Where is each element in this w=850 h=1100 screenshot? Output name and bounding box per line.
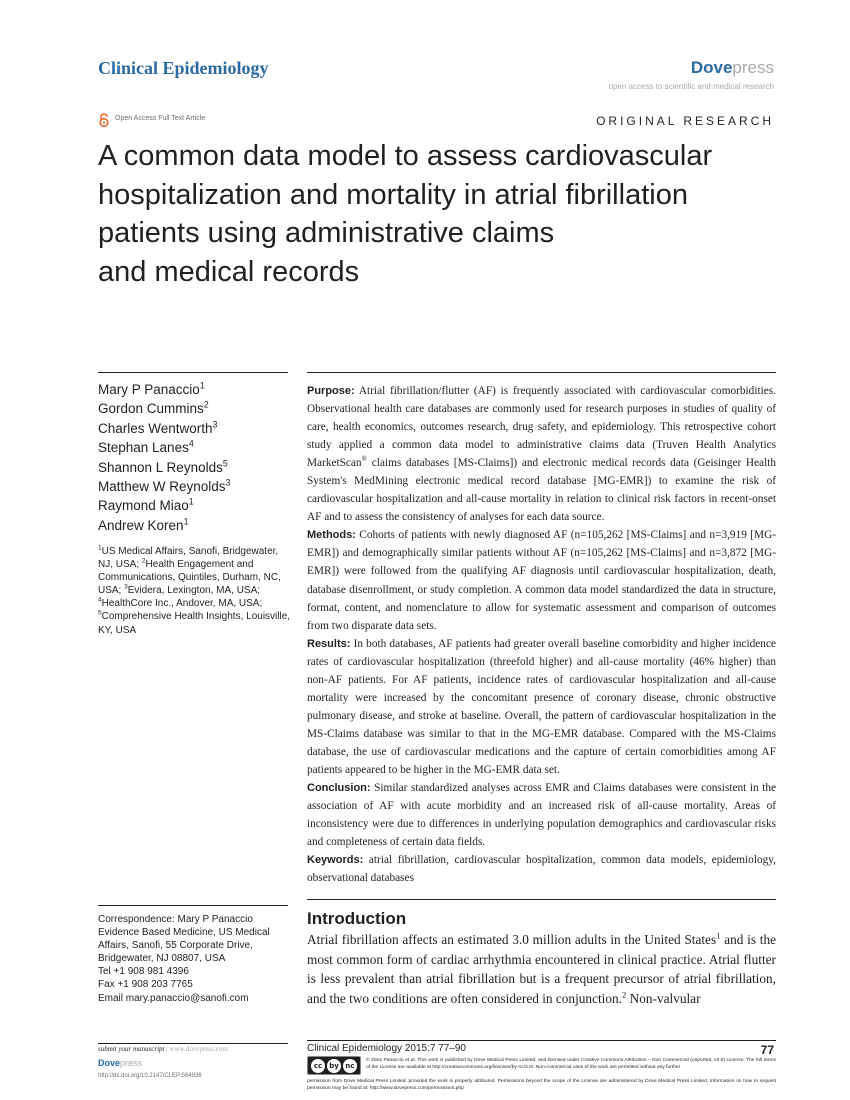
corr-line: Evidence Based Medicine, US Medical (98, 927, 270, 939)
author-affiliation-mark: 2 (203, 399, 209, 410)
divider (307, 1040, 776, 1041)
author (98, 496, 230, 515)
abstract-conclusion (307, 779, 776, 851)
abstract-label: Purpose: (307, 385, 355, 397)
divider (98, 905, 288, 906)
page-number: 77 (760, 1043, 774, 1057)
divider (307, 372, 776, 373)
creative-commons-badge[interactable] (307, 1056, 361, 1075)
abstract-methods (307, 526, 776, 634)
abstract-results (307, 635, 776, 779)
author-list (98, 380, 230, 535)
registered-mark: ® (361, 454, 368, 464)
dovepress-logo[interactable] (691, 58, 774, 78)
article-type: ORIGINAL RESEARCH (596, 114, 774, 128)
author-affiliation-mark: 1 (183, 516, 189, 527)
introduction-text (307, 930, 776, 1009)
corr-phone: Tel +1 908 981 4396 (98, 966, 189, 978)
submit-url[interactable]: www.dovepress.com (169, 1045, 228, 1053)
author-affiliation-mark: 5 (222, 458, 228, 469)
author-affiliation-mark: 4 (188, 438, 194, 449)
author-name: Andrew Koren (98, 517, 184, 533)
author-affiliation-mark: 1 (188, 496, 194, 507)
abstract-text: Similar standardized analyses across EMR and Claims databases were consistent in the association of AF with acute morbidity and an increased risk of all-cause mortality. Areas of inconsistency were due to differences in underlying population demographics and cardiovascular risks and completeness of certain data fields. (307, 782, 776, 849)
correspondence (98, 913, 293, 1005)
citation-mark[interactable]: 1 (716, 930, 721, 941)
author-name: Matthew W Reynolds (98, 479, 226, 495)
citation-mark[interactable]: 2 (621, 989, 627, 1000)
title-line: patients using administrative claims (98, 217, 555, 249)
affil-text: Comprehensive Health Insights, Louisville, KY, USA (98, 611, 291, 636)
affil-text: Evidera, Lexington, MA, USA; (127, 585, 261, 597)
author (98, 516, 230, 535)
abstract-text: atrial fibrillation, cardiovascular hospitalization, common data models, epidemiology, observational databases (307, 854, 776, 885)
open-access-icon (98, 113, 110, 127)
license-text: © 2015 Panaccio et al. This work is published by Dove Medical Press Limited, and licensed under Creative Commons Attribution – Non Commercial (unported, v3.0) License. The full terms of the License are available at http://creativecommons.org/licenses/by-nc/3.0/. Non-commercial uses of the work are permitted without any further (366, 1058, 776, 1070)
affil-mark: 3 (124, 583, 128, 591)
affiliations (98, 545, 293, 637)
intro-text: Non-valvular (626, 991, 701, 1007)
author-name: Shannon L Reynolds (98, 459, 223, 475)
divider (307, 899, 776, 900)
submit-separator: | (164, 1045, 170, 1053)
dove-logo-text: Dove (98, 1058, 121, 1068)
author (98, 458, 230, 477)
nc-icon: nc (343, 1059, 357, 1073)
author-name: Charles Wentworth (98, 420, 213, 436)
by-icon: by (327, 1059, 341, 1073)
affil-mark: 1 (98, 544, 102, 552)
submit-manuscript-link[interactable] (98, 1045, 228, 1053)
abstract-text: claims databases [MS-Claims]) and electronic medical records data (Geisinger Health System's MedMining electronic medical record database [MG-EMR]) to examine the risk of cardiovascular hospitalization and all-cause mortality in relation to clinical risk factors in recent-onset AF and to assess the consistency of analyses for each data source. (307, 457, 776, 524)
affil-mark: 4 (98, 597, 102, 605)
open-access-label: Open Access Full Text Article (115, 115, 206, 122)
intro-text: and is the most common form of cardiac arrhythmia encountered in clinical practice. Atrial flutter is less prevalent than atrial fibrillation but is a frequent precursor of atrial fibrillation, and the two conditions are often considered in conjunction. (307, 932, 776, 1007)
author-name: Stephan Lanes (98, 440, 189, 456)
footer-dovepress-logo[interactable] (98, 1058, 142, 1068)
press-logo-text: press (120, 1058, 143, 1068)
title-line: A common data model to assess cardiovascular (98, 140, 713, 172)
divider (98, 372, 288, 373)
affil-text: HealthCore Inc., Andover, MA, USA; (101, 598, 263, 610)
affil-text: Health Engagement and Communications, Quintiles, Durham, NC, USA; (98, 559, 281, 597)
corr-email[interactable]: Email mary.panaccio@sanofi.com (98, 992, 249, 1004)
affil-text: US Medical Affairs, Sanofi, Bridgewater, NJ, USA; (98, 546, 279, 571)
affil-mark: 2 (141, 557, 146, 565)
author (98, 399, 230, 418)
abstract (307, 382, 776, 887)
publisher-tagline: open access to scientific and medical research (608, 82, 774, 91)
abstract-keywords (307, 851, 776, 887)
intro-text: Atrial fibrillation affects an estimated 3.0 million adults in the United States (307, 932, 717, 947)
journal-citation: Clinical Epidemiology 2015:7 77–90 (307, 1043, 466, 1054)
abstract-label: Conclusion: (307, 782, 371, 795)
section-heading-introduction: Introduction (307, 909, 407, 928)
abstract-label: Keywords: (307, 854, 364, 867)
author-affiliation-mark: 3 (225, 477, 231, 488)
doi-link[interactable]: http://dx.doi.org/10.2147/CLEP.S64936 (98, 1073, 202, 1079)
abstract-purpose (307, 382, 776, 526)
abstract-label: Results: (307, 637, 351, 650)
license-text-continued: permission from Dove Medical Press Limited, provided the work is properly attributed. Permissions beyond the scope of the License are administered by Dove Medical Press Limited. Information on how to request permission may be found at: http://www.dovepress.com/permissions.php (307, 1079, 776, 1091)
submit-label: submit your manuscript (98, 1045, 165, 1053)
title-line: hospitalization and mortality in atrial fibrillation (98, 178, 688, 211)
title-line: and medical records (98, 255, 360, 288)
affil-mark: 5 (98, 610, 102, 618)
corr-line: Bridgewater, NJ 08807, USA (98, 953, 226, 965)
author-name: Mary P Panaccio (98, 382, 200, 397)
article-title (98, 137, 778, 291)
author (98, 477, 230, 496)
corr-line: Correspondence: Mary P Panaccio (98, 914, 253, 925)
abstract-label: Methods: (307, 529, 356, 542)
author (98, 438, 230, 457)
corr-line: Affairs, Sanofi, 55 Corporate Drive, (98, 940, 253, 952)
author-affiliation-mark: 3 (212, 419, 218, 430)
corr-fax: Fax +1 908 203 7765 (98, 979, 193, 991)
abstract-text: Atrial fibrillation/flutter (AF) is frequently associated with cardiovascular comorbidities. Observational health care databases are commonly used for research purposes in studies of quality of care, health economics, outcomes research, drug safety, and epidemiology. This retrospective cohort study applied a common data model to administrative claims data (Truven Health Analytics MarketScan (307, 385, 776, 470)
author (98, 419, 230, 438)
divider (98, 1043, 288, 1044)
author-affiliation-mark: 1 (199, 380, 205, 391)
author-name: Gordon Cummins (98, 401, 204, 417)
dove-logo-text: Dove (690, 58, 733, 77)
cc-icon: cc (311, 1059, 325, 1073)
journal-name: Clinical Epidemiology (98, 58, 269, 78)
abstract-text: In both databases, AF patients had greater overall baseline comorbidity and higher incidence rates of cardiovascular hospitalization (threefold higher) and all-cause mortality (46% higher) than non-AF patients. For AF patients, incidence rates of cardiovascular hospitalization and all-cause mortality were increased by the concomitant presence of coronary disease, chronic obstructive pulmonary disease, and stroke at baseline. Overall, the pattern of cardiovascular hospitalization in the MS-Claims database was similar to that in the MG-EMR database. Compared with the MS-Claims database, the use of cardiovascular medications and the capture of certain comorbidities among AF patients appeared to be higher in the MG-EMR data set. (307, 637, 776, 776)
author-name: Raymond Miao (98, 498, 189, 514)
author (98, 380, 230, 399)
abstract-text: Cohorts of patients with newly diagnosed AF (n=105,262 [MS-Claims] and n=3,919 [MG-EMR]) and demographically similar patients without AF (n=105,262 [MS-Claims] and n=3,872 [MG-EMR]) were followed from the qualifying AF diagnosis until cardiovascular hospitalization, death, database disenrollment, or study completion. A common data model standardized the data in structure, format, content, and nomenclature to allow for systematic assessment and comparison of outcomes from two disparate data sets. (307, 529, 776, 632)
press-logo-text: press (732, 58, 774, 77)
